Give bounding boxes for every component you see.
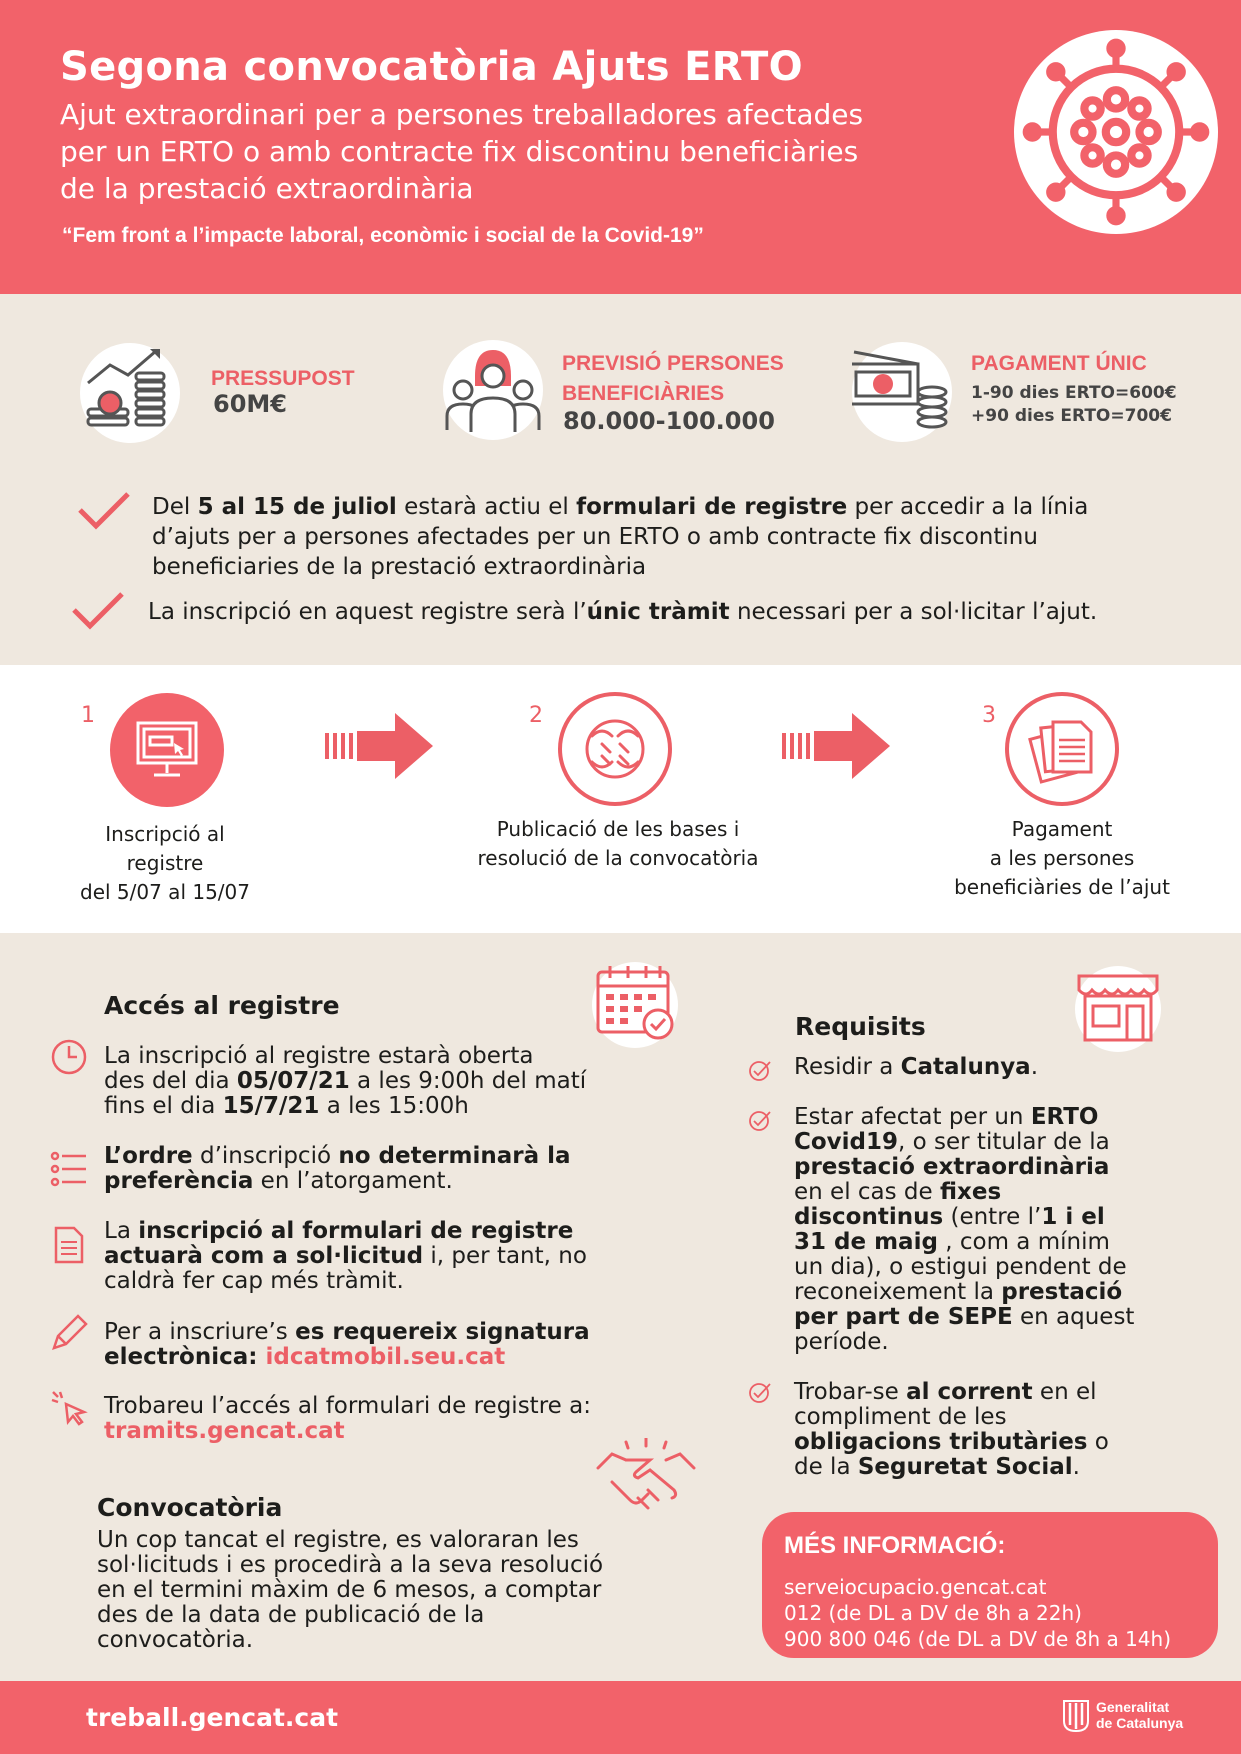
shop-icon xyxy=(1075,966,1161,1052)
info-phone-012: 012 (de DL a DV de 8h a 22h) xyxy=(784,1601,1082,1625)
requisit-residence: Residir a Catalunya. xyxy=(794,1054,1039,1080)
payment-label: PAGAMENT ÚNIC xyxy=(971,352,1147,375)
clock-icon xyxy=(50,1038,88,1076)
coins-chart-icon xyxy=(80,343,180,443)
access-item-dates: La inscripció al registre estarà oberta des del dia 05/07/21 a les 9:00h del matí fins el dia 15/7/21 a les 15:00h xyxy=(104,1043,587,1119)
note-registration-dates: Del 5 al 15 de juliol estarà actiu el formulari de registre per accedir a la línia d’ajuts per a persones afectades per un ERTO o amb contracte fix discontinu beneficiaries de la prestació extraordinària xyxy=(152,492,1192,582)
people-icon xyxy=(443,340,543,440)
signature-link[interactable]: idcatmobil.seu.cat xyxy=(265,1344,506,1370)
requisits-title: Requisits xyxy=(795,1012,926,1041)
process-steps xyxy=(0,665,1241,933)
step-3-circle xyxy=(1005,692,1119,806)
subtitle-line: Ajut extraordinari per a persones treballadores afectades xyxy=(60,98,864,131)
computer-icon xyxy=(110,693,224,807)
generalitat-emblem-icon xyxy=(1062,1699,1090,1733)
budget-value: 60M€ xyxy=(213,390,287,418)
money-icon xyxy=(852,342,952,442)
note-line: d’ajuts per a persones afectades per un ERTO o amb contracte fix discontinu xyxy=(152,524,1038,550)
access-title: Accés al registre xyxy=(104,991,340,1020)
beneficiaries-label xyxy=(562,349,784,409)
subtitle-line: de la prestació extraordinària xyxy=(60,172,474,205)
budget-label: PRESSUPOST xyxy=(211,367,355,390)
arrow-icon xyxy=(780,711,890,781)
subtitle-line: per un ERTO o amb contracte fix discontinu beneficiàries xyxy=(60,135,859,168)
beneficiaries-icon-circle xyxy=(443,340,543,440)
footer xyxy=(0,1681,1241,1754)
payment-details xyxy=(971,382,1177,428)
calendar-badge xyxy=(592,962,678,1048)
check-icon xyxy=(70,590,126,630)
step-3-text: Pagament a les persones beneficiàries de l’ajut xyxy=(954,817,1170,899)
note-line: beneficiaries de la prestació extraordinària xyxy=(152,554,647,580)
access-item-link: Trobareu l’accés al formulari de registre a: tramits.gencat.cat xyxy=(104,1393,591,1444)
documents-icon xyxy=(1009,696,1115,802)
more-info-title: MÉS INFORMACIÓ: xyxy=(784,1532,1006,1559)
logo-text: Generalitat xyxy=(1096,1699,1170,1715)
label-line: PREVISIÓ PERSONES xyxy=(562,352,784,375)
form-icon xyxy=(50,1226,88,1264)
note-single-procedure: La inscripció en aquest registre serà l’únic tràmit necessari per a sol·licitar l’ajut. xyxy=(148,599,1098,625)
cursor-click-icon xyxy=(50,1390,88,1428)
step-2-text: Publicació de les bases i resolució de la convocatòria xyxy=(477,817,759,870)
payment-line: +90 dies ERTO=700€ xyxy=(971,406,1172,426)
budget-icon-circle xyxy=(80,343,180,443)
check-circle-icon xyxy=(748,1058,772,1082)
shop-badge xyxy=(1075,966,1161,1052)
handshake-circle-icon xyxy=(562,696,668,802)
slogan-quote: “Fem front a l’impacte laboral, econòmic i social de la Covid-19” xyxy=(62,224,704,247)
handshake-icon xyxy=(596,1438,696,1518)
requisit-erto: Estar afectat per un ERTO Covid19, o ser titular de la prestació extraordinària en el cas de fixes discontinus (entre l’1 i el 31 de maig , com a mínim un dia), o estigui pendent de reconeixement la prestació per part de SEPE en aquest període. xyxy=(794,1104,1135,1355)
access-item-signature: Per a inscriure’s es requereix signatura electrònica: idcatmobil.seu.cat xyxy=(104,1319,590,1370)
requisit-obligations: Trobar-se al corrent en el compliment de les obligacions tributàries o de la Seguretat Social. xyxy=(794,1379,1109,1480)
label-line: BENEFICIÀRIES xyxy=(562,382,725,405)
list-icon xyxy=(50,1150,88,1188)
access-item-order: L’ordre d’inscripció no determinarà la preferència en l’atorgament. xyxy=(104,1143,571,1194)
beneficiaries-value: 80.000-100.000 xyxy=(563,407,775,435)
step-number: 2 xyxy=(529,703,543,728)
access-item-form: La inscripció al formulari de registre actuarà com a sol·licitud i, per tant, no caldrà fer cap més tràmit. xyxy=(104,1218,587,1294)
step-number: 3 xyxy=(982,703,996,728)
info-phone-900: 900 800 046 (de DL a DV de 8h a 14h) xyxy=(784,1627,1172,1651)
virus-icon xyxy=(1014,30,1218,234)
step-2-circle xyxy=(558,692,672,806)
convocatoria-title: Convocatòria xyxy=(97,1493,283,1522)
generalitat-logo xyxy=(1062,1699,1222,1739)
step-1-circle xyxy=(110,693,224,807)
info-website[interactable]: serveiocupacio.gencat.cat xyxy=(784,1575,1047,1599)
payment-icon-circle xyxy=(852,342,952,442)
check-circle-icon xyxy=(748,1380,772,1404)
tramits-link[interactable]: tramits.gencat.cat xyxy=(104,1418,345,1444)
pencil-icon xyxy=(50,1314,88,1352)
check-circle-icon xyxy=(748,1108,772,1132)
payment-line: 1-90 dies ERTO=600€ xyxy=(971,383,1177,403)
step-number: 1 xyxy=(81,703,95,728)
header xyxy=(0,0,1241,294)
page-title: Segona convocatòria Ajuts ERTO xyxy=(60,44,803,90)
arrow-icon xyxy=(323,711,433,781)
page-subtitle xyxy=(60,96,990,207)
calendar-icon xyxy=(592,962,678,1048)
footer-url[interactable]: treball.gencat.cat xyxy=(86,1703,339,1732)
convocatoria-text: Un cop tancat el registre, es valoraran les sol·licituds i es procedirà a la seva resolució en el termini màxim de 6 mesos, a comptar des de la data de publicació de la convocatòria. xyxy=(97,1527,604,1653)
step-1-text: Inscripció al registre del 5/07 al 15/07 xyxy=(80,822,250,904)
more-info-box xyxy=(762,1512,1218,1658)
check-icon xyxy=(76,490,132,530)
logo-text: de Catalunya xyxy=(1096,1715,1184,1731)
